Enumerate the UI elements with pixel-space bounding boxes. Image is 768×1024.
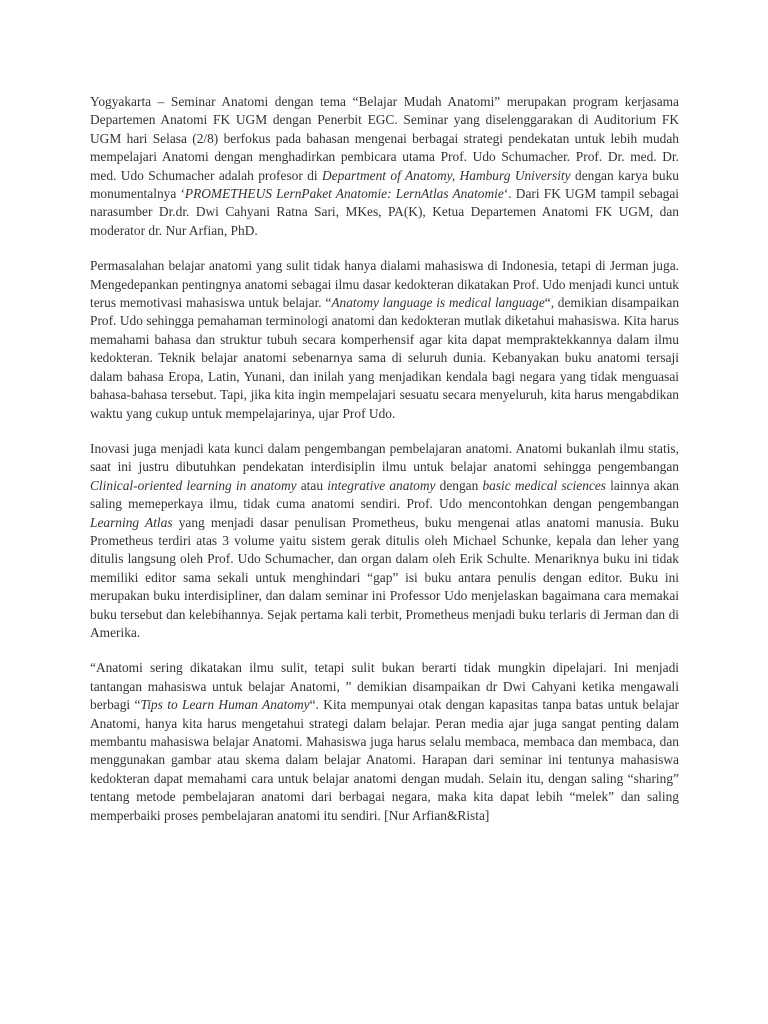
paragraph-2-text: “, demikian disampaikan Prof. Udo sehingga pemahaman terminologi anatomi dan kedokteran mutlak diketahui mahasiswa. Kita harus memahami bahasa dan struktur tubuh secara komperhensif agar kita dapat mempraktekkannya dalam ilmu kedokteran. Teknik belajar anatomi sebenarnya sama di seluruh dunia. Kebanyakan buku anatomi tersaji dalam bahasa Eropa, Latin, Yunani, dan inilah yang menjadikan kendala bagi negara yang tidak menguasai bahasa-bahasa tersebut. Tapi, jika kita ingin mempelajari sesuatu secara menyeluruh, kita harus mengabdikan waktu yang cukup untuk mempelajarinya, ujar Prof Udo. [90,295,680,421]
paragraph-4 [90,659,679,825]
paragraph-1 [90,93,679,240]
paragraph-2 [90,257,679,423]
term-italic: integrative anatomy [327,477,436,493]
institution-name: Department of Anatomy, Hamburg University [322,167,571,183]
paragraph-4-text: “Anatomi sering dikatakan ilmu sulit, tetapi sulit bukan berarti tidak mungkin dipelajari. Ini menjadi tantangan mahasiswa untuk belajar Anatomi, ” demikian disampaikan dr Dwi Cahyani ketika mengawali berbagi “ [90,660,679,713]
term-italic: basic medical sciences [482,477,607,493]
paragraph-2-text: Permasalahan belajar anatomi yang sulit tidak hanya dialami mahasiswa di Indonesia, tetapi di Jerman juga. Mengedepankan pentingnya anatomi sebagai ilmu dasar kedokteran dikatakan Prof. Udo menjadi kunci untuk terus memotivasi mahasiswa untuk belajar. “ [90,258,679,311]
paragraph-4-text: “. Kita mempunyai otak dengan kapasitas tanpa batas untuk belajar Anatomi, hanya kita harus mengetahui strategi dalam belajar. Peran media ajar juga sangat penting dalam membantu mahasiswa belajar Anatomi. Mahasiswa juga harus selalu membaca, membaca dan membaca, dan menggunakan gambar atau skema dalam belajar Anatomi. Harapan dari seminar ini tentunya mahasiswa kedokteran dapat memahami cara untuk belajar anatomi dengan mudah. Selain itu, dengan saling “sharing” tentang metode pembelajaran anatomi dari berbagai negara, maka kita dapat lebih “melek” dan saling memperbaiki proses pembelajaran anatomi itu sendiri. [Nur Arfian&Rista] [90,697,679,823]
term-italic: Clinical-oriented learning in anatomy [90,477,297,493]
paragraph-3-text: lainnya akan saling memeperkaya ilmu, tidak cuma anatomi sendiri. Prof. Udo mencontohkan dengan pengembangan [90,477,680,512]
paragraph-1-text: ‘. Dari FK UGM tampil sebagai narasumber Dr.dr. Dwi Cahyani Ratna Sari, MKes, PA(K), Ketua Departemen Anatomi FK UGM, dan moderator dr. Nur Arfian, PhD. [90,186,679,238]
paragraph-3-text: yang menjadi dasar penulisan Prometheus, buku mengenai atlas anatomi manusia. Buku Prometheus terdiri atas 3 volume yaitu sistem gerak ditulis oleh Michael Schunke, kepala dan leher yang ditulis langsung oleh Prof. Udo Schumacher, dan organ dalam oleh Erik Schulte. Menariknya buku ini tidak memiliki editor sama sekali untuk menghindari “gap” isi buku antara penulis dengan editor. Buku ini merupakan buku interdisipliner, dan dalam seminar ini Professor Udo menjelaskan bagaimana cara memakai buku tersebut dan kelebihannya. Sejak pertama kali terbit, Prometheus menjadi buku terlaris di Jerman dan di Amerika. [90,514,679,640]
paragraph-3-text: dengan [435,477,483,493]
paragraph-3-text: Inovasi juga menjadi kata kunci dalam pengembangan pembelajaran anatomi. Anatomi bukanlah ilmu statis, saat ini justru dibutuhkan pendekatan interdisiplin ilmu untuk belajar anatomi sehingga pengembangan [90,440,679,475]
quote-italic: Anatomy language is medical language [331,295,545,311]
paragraph-1-text: Yogyakarta – Seminar Anatomi dengan tema “Belajar Mudah Anatomi” merupakan program kerjasama Departemen Anatomi FK UGM dengan Penerbit EGC. Seminar yang diselenggarakan di Auditorium FK UGM hari Selasa (2/8) berfokus pada bahasan mengenai berbagai strategi pendekatan untuk lebih mudah mempelajari Anatomi dengan menghadirkan pembicara utama Prof. Udo Schumacher. Prof. Dr. med. Dr. med. Udo Schumacher adalah profesor di [90,94,679,183]
paragraph-3 [90,440,679,642]
book-title: PROMETHEUS LernPaket Anatomie: LernAtlas Anatomie [184,186,504,202]
paragraph-1-text: dengan karya buku monumentalnya ‘ [90,167,679,202]
talk-title: Tips to Learn Human Anatomy [140,697,310,713]
paragraph-3-text: atau [296,477,328,493]
term-italic: Learning Atlas [90,514,173,530]
article-body [90,93,679,825]
